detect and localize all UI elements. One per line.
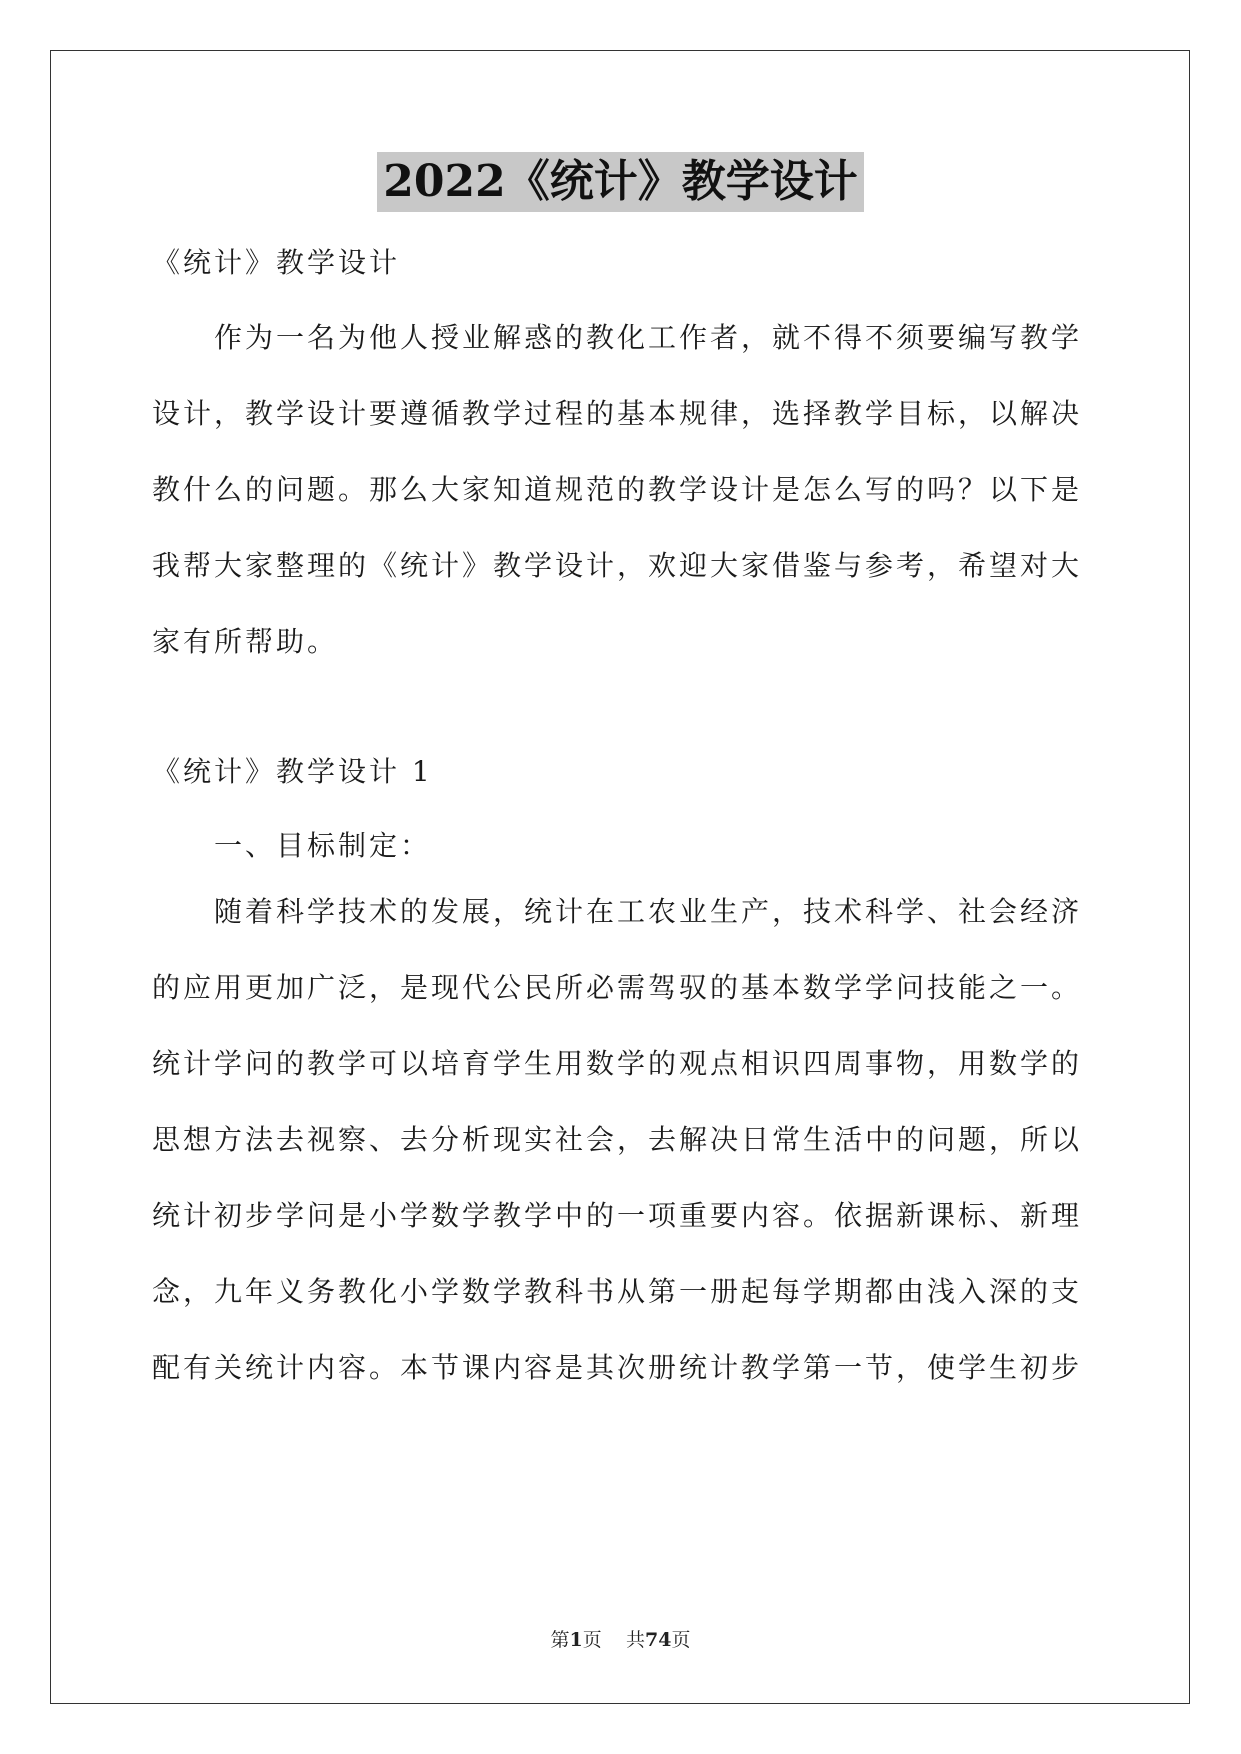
footer-page-suffix: 页 — [582, 1629, 602, 1651]
footer-page-prefix: 第 — [550, 1629, 570, 1651]
section-body-paragraph: 随着科学技术的发展，统计在工农业生产，技术科学、社会经济的应用更加广泛，是现代公民所必需驾驭的基本数学学问技能之一。统计学问的教学可以培育学生用数学的观点相识四周事物，用数学的思想方法去视察、去分析现实社会，去解决日常生活中的问题，所以统计初步学问是小学数学教学中的一项重要内容。依据新课标、新理念，九年义务教化小学数学教科书从第一册起每学期都由浅入深的支配有关统计内容。本节课内容是其次册统计教学第一节，使学生初步 — [152, 895, 1083, 1384]
title-container — [0, 152, 1241, 212]
footer-total-prefix: 共 — [625, 1629, 645, 1651]
footer-total-pages: 74 — [644, 1629, 672, 1651]
page-footer — [0, 1627, 1241, 1653]
document-title: 2022《统计》教学设计 — [377, 152, 863, 212]
intro-paragraph: 作为一名为他人授业解惑的教化工作者，就不得不须要编写教学设计，教学设计要遵循教学过程的基本规律，选择教学目标，以解决教什么的问题。那么大家知道规范的教学设计是怎么写的吗？以下是我帮大家整理的《统计》教学设计，欢迎大家借鉴与参考，希望对大家有所帮助。 — [152, 321, 1083, 658]
section-heading: 一、目标制定： — [214, 829, 432, 862]
footer-total-suffix: 页 — [671, 1629, 691, 1651]
footer-page-number: 1 — [569, 1629, 583, 1651]
section-title: 《统计》教学设计 1 — [152, 755, 433, 788]
document-subtitle: 《统计》教学设计 — [152, 246, 401, 279]
